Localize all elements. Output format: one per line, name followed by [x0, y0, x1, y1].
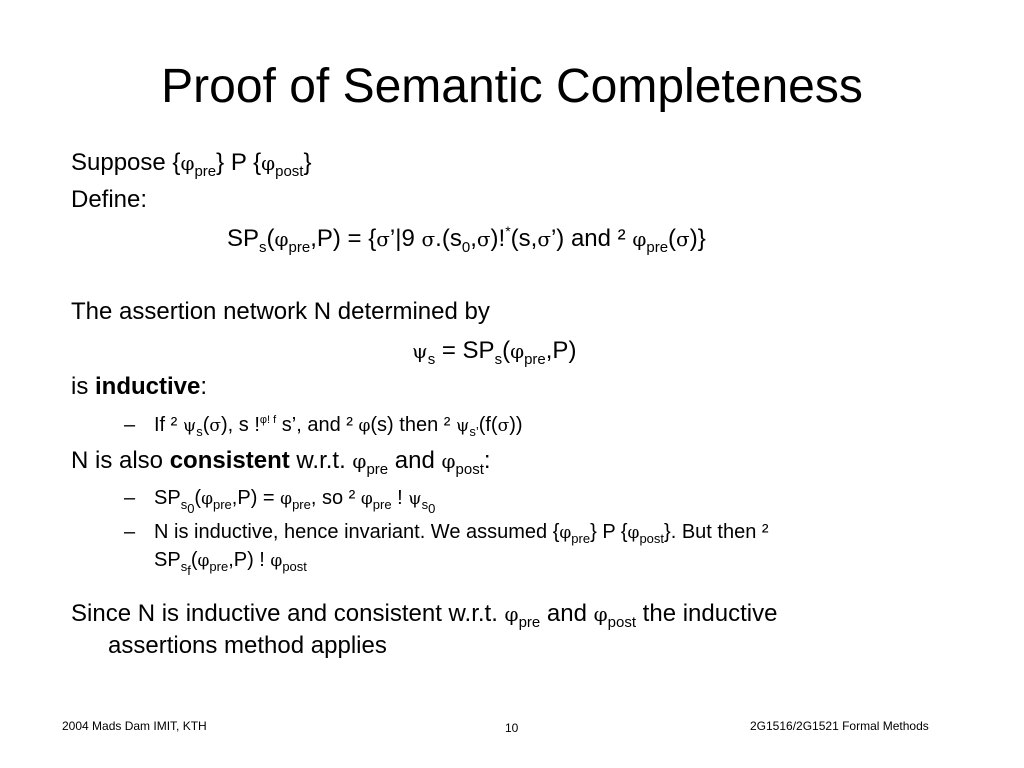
suppose-line: Suppose $\{\varphi_{pre}\}$ P $\{\varphi_{post}\}$	[71, 149, 312, 180]
network-line: The assertion network N determined by	[71, 298, 490, 325]
bullet-invariant-line-1: N is inductive, hence invariant. We assumed $\{\varphi_{pre}\}$ P $\{\varphi_{post}\}$. But then ²	[154, 521, 769, 546]
conclusion-line-1: Since N is inductive and consistent w.r.t. $\varphi_{pre}$ and $\varphi_{post}$ the inductive	[71, 600, 778, 631]
bullet-dash: –	[124, 521, 136, 543]
slide-title: Proof of Semantic Completeness	[161, 60, 863, 113]
slide-number: 10	[505, 721, 519, 735]
bullet-initial-state: $SP_{s0}(\varphi_{pre},P) = \varphi_{pre}$, so ² $\varphi_{pre}$ ! $\psi_{s0}$	[154, 487, 436, 516]
footer-course: 2G1516/2G1521 Formal Methods	[750, 719, 929, 733]
footer-author: 2004 Mads Dam IMIT, KTH	[62, 719, 207, 733]
bullet-inductive-condition: If ² $\psi_s(\sigma)$, s !$^{\varphi! f}$ s’, and ² φ(s) then ² $\psi_{s’}(f(\sigma))$	[154, 414, 523, 439]
bullet-invariant-line-2: $SP_{sf}(\varphi_{pre},P)$ ! $\varphi_{post}$	[154, 549, 307, 578]
sp-definition: $SP_s(\varphi_{pre},P)$ = {σ’|9 $\sigma.(s_0,\sigma)!^*(s,\sigma’)$ and ² $\varphi_{pre}(\sigma)$}	[227, 223, 706, 256]
define-line: Define:	[71, 186, 148, 213]
bullet-dash: –	[124, 414, 136, 436]
consistent-line: N is also consistent w.r.t. $\varphi_{pre}$ and $\varphi_{post}$:	[71, 447, 491, 478]
bullet-dash: –	[124, 487, 136, 509]
is-inductive-line: is inductive:	[71, 373, 208, 400]
psi-definition: $\psi_s = SP_s(\varphi_{pre},P)$	[412, 337, 577, 368]
conclusion-line-2: assertions method applies	[108, 632, 387, 659]
